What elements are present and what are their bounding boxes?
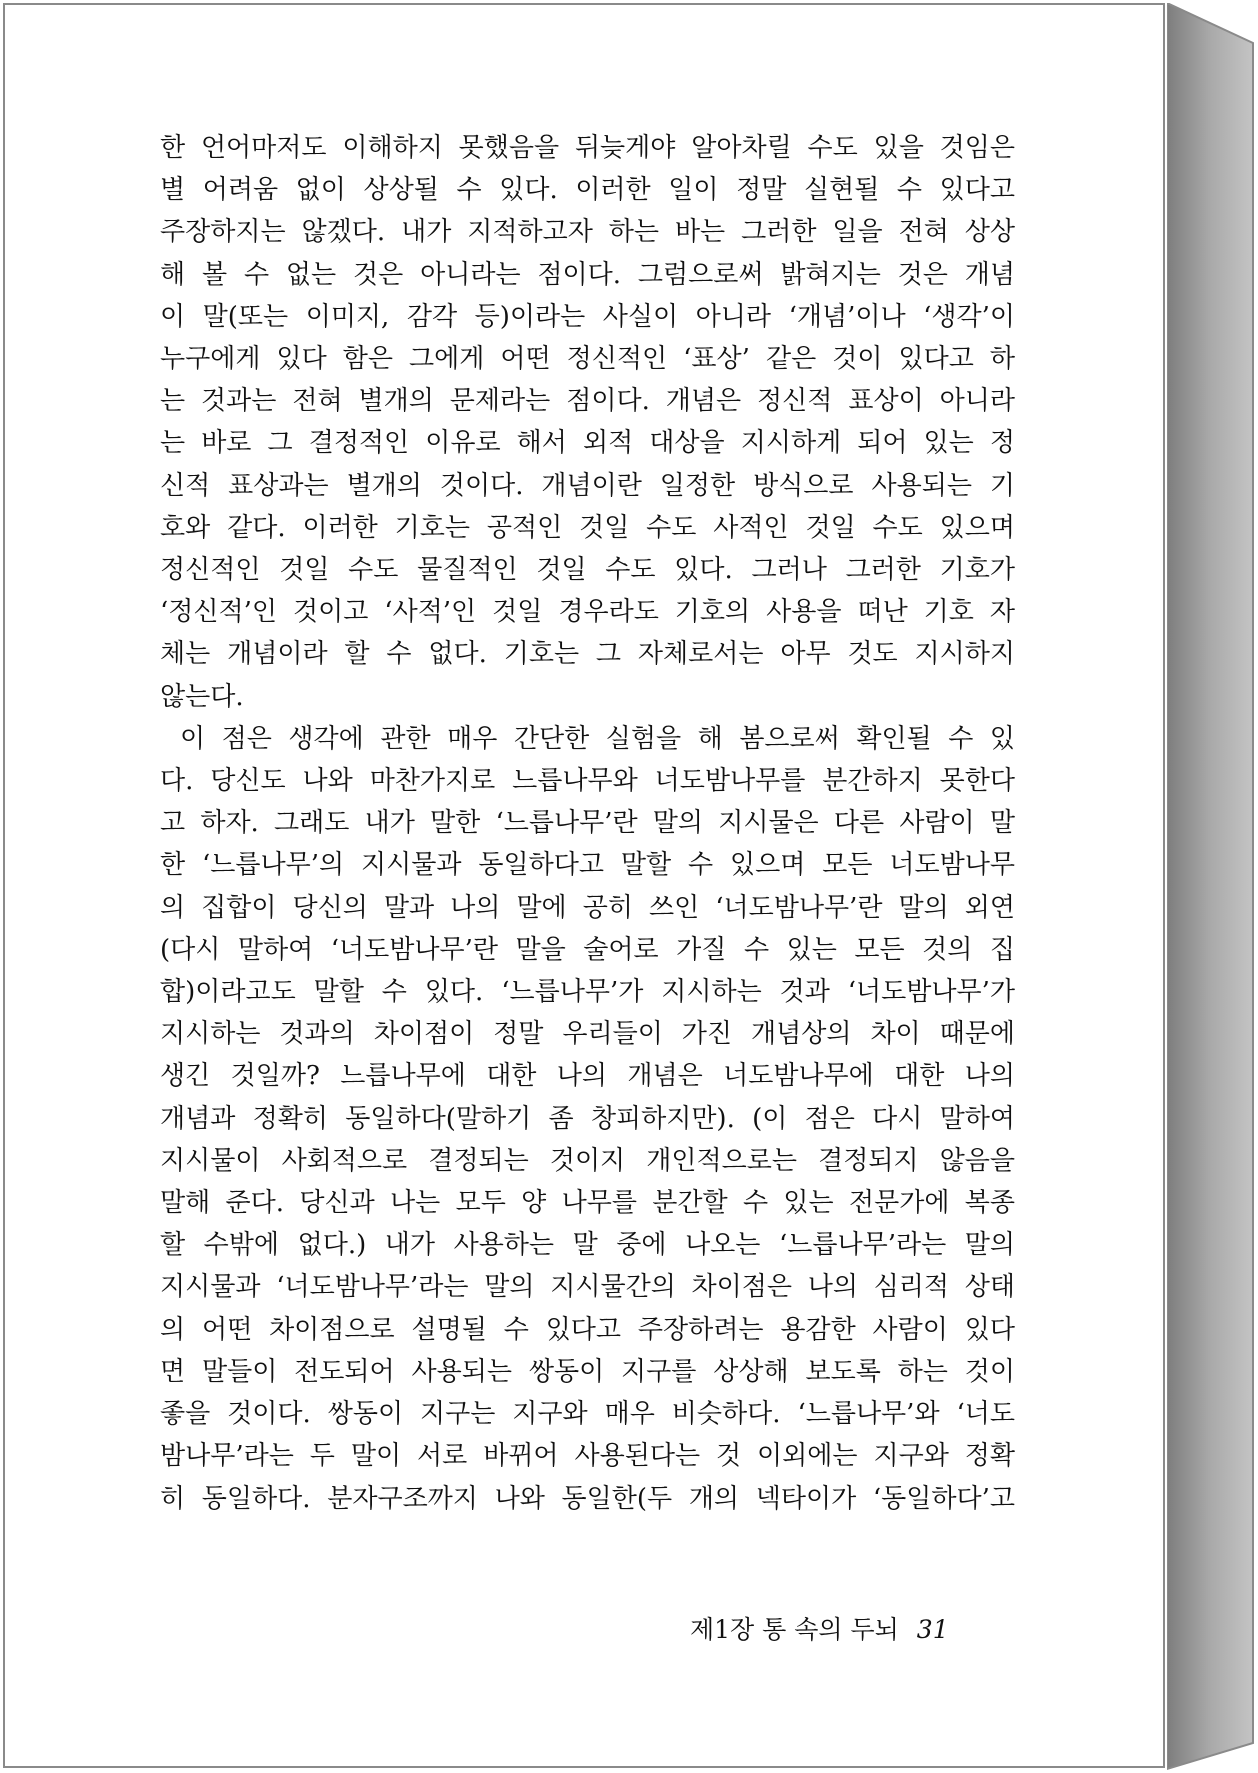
text-line: 면 말들이 전도되어 사용되는 쌍동이 지구를 상상해 보도록 하는 것이 [160,1356,1015,1387]
text-line: 고 하자. 그래도 내가 말한 ‘느릅나무’란 말의 지시물은 다른 사람이 말 [160,808,1015,839]
text-line: 않는다. [160,681,244,712]
text-line: 한 언어마저도 이해하지 못했음을 뒤늦게야 알아차릴 수도 있을 것임은 [160,133,1015,163]
paragraph-2 [160,718,1015,1520]
text-line: 한 ‘느릅나무’의 지시물과 동일하다고 말할 수 있으며 모든 너도밤나무 [160,850,1015,881]
text-line: 신적 표상과는 별개의 것이다. 개념이란 일정한 방식으로 사용되는 기 [160,470,1015,501]
text-line: 지시물이 사회적으로 결정되는 것이지 개인적으로는 결정되지 않음을 [160,1145,1015,1176]
text-line: 다. 당신도 나와 마찬가지로 느릅나무와 너도밤나무를 분간하지 못한다 [160,766,1015,797]
text-line: 지시하는 것과의 차이점이 정말 우리들이 가진 개념상의 차이 때문에 [160,1019,1015,1050]
text-line: (다시 말하여 ‘너도밤나무’란 말을 술어로 가질 수 있는 모든 것의 집 [160,934,1015,965]
paragraph-1 [160,127,1015,718]
text-line: 의 집합이 당신의 말과 나의 말에 공히 쓰인 ‘너도밤나무’란 말의 외연 [160,892,1015,923]
text-line: 합)이라고도 말할 수 있다. ‘느릅나무’가 지시하는 것과 ‘너도밤나무’가 [160,977,1015,1008]
text-line: 별 어려움 없이 상상될 수 있다. 이러한 일이 정말 실현될 수 있다고 [160,175,1015,206]
text-line: 는 것과는 전혀 별개의 문제라는 점이다. 개념은 정신적 표상이 아니라 [160,386,1015,417]
page-number: 31 [916,1615,949,1644]
body-text [160,127,1015,1520]
text-line: 는 바로 그 결정적인 이유로 해서 외적 대상을 지시하게 되어 있는 정 [160,428,1015,459]
text-line: 이 말(또는 이미지, 감각 등)이라는 사실이 아니라 ‘개념’이나 ‘생각’이 [160,301,1015,332]
book-edge-shading [1167,3,1255,1771]
text-line: 좋을 것이다. 쌍동이 지구는 지구와 매우 비슷하다. ‘느릅나무’와 ‘너도 [160,1399,1015,1430]
text-line: 생긴 것일까? 느릅나무에 대한 나의 개념은 너도밤나무에 대한 나의 [160,1061,1015,1092]
running-chapter-title: 제1장 통 속의 두뇌 [690,1615,899,1644]
text-line: 할 수밖에 없다.) 내가 사용하는 말 중에 나오는 ‘느릅나무’라는 말의 [160,1230,1015,1261]
text-line: 이 점은 생각에 관한 매우 간단한 실험을 해 봄으로써 확인될 수 있 [180,723,1015,754]
text-line: ‘정신적’인 것이고 ‘사적’인 것일 경우라도 기호의 사용을 떠난 기호 자 [160,597,1015,628]
text-line: 개념과 정확히 동일하다(말하기 좀 창피하지만). (이 점은 다시 말하여 [160,1103,1015,1134]
text-line: 호와 같다. 이러한 기호는 공적인 것일 수도 사적인 것일 수도 있으며 [160,512,1015,543]
text-line: 해 볼 수 없는 것은 아니라는 점이다. 그럼으로써 밝혀지는 것은 개념 [160,259,1015,290]
text-line: 히 동일하다. 분자구조까지 나와 동일한(두 개의 넥타이가 ‘동일하다’고 [160,1483,1015,1514]
text-line: 밤나무’라는 두 말이 서로 바뀌어 사용된다는 것 이외에는 지구와 정확 [160,1441,1015,1472]
text-line: 지시물과 ‘너도밤나무’라는 말의 지시물간의 차이점은 나의 심리적 상태 [160,1272,1015,1303]
text-line: 누구에게 있다 함은 그에게 어떤 정신적인 ‘표상’ 같은 것이 있다고 하 [160,344,1015,375]
page-footer [690,1610,949,1646]
text-line: 체는 개념이라 할 수 없다. 기호는 그 자체로서는 아무 것도 지시하지 [160,639,1015,670]
text-line: 말해 준다. 당신과 나는 모두 양 나무를 분간할 수 있는 전문가에 복종 [160,1188,1015,1219]
text-line: 의 어떤 차이점으로 설명될 수 있다고 주장하려는 용감한 사람이 있다 [160,1314,1015,1345]
text-line: 정신적인 것일 수도 물질적인 것일 수도 있다. 그러나 그러한 기호가 [160,555,1015,586]
text-line: 주장하지는 않겠다. 내가 지적하고자 하는 바는 그러한 일을 전혀 상상 [160,217,1015,248]
